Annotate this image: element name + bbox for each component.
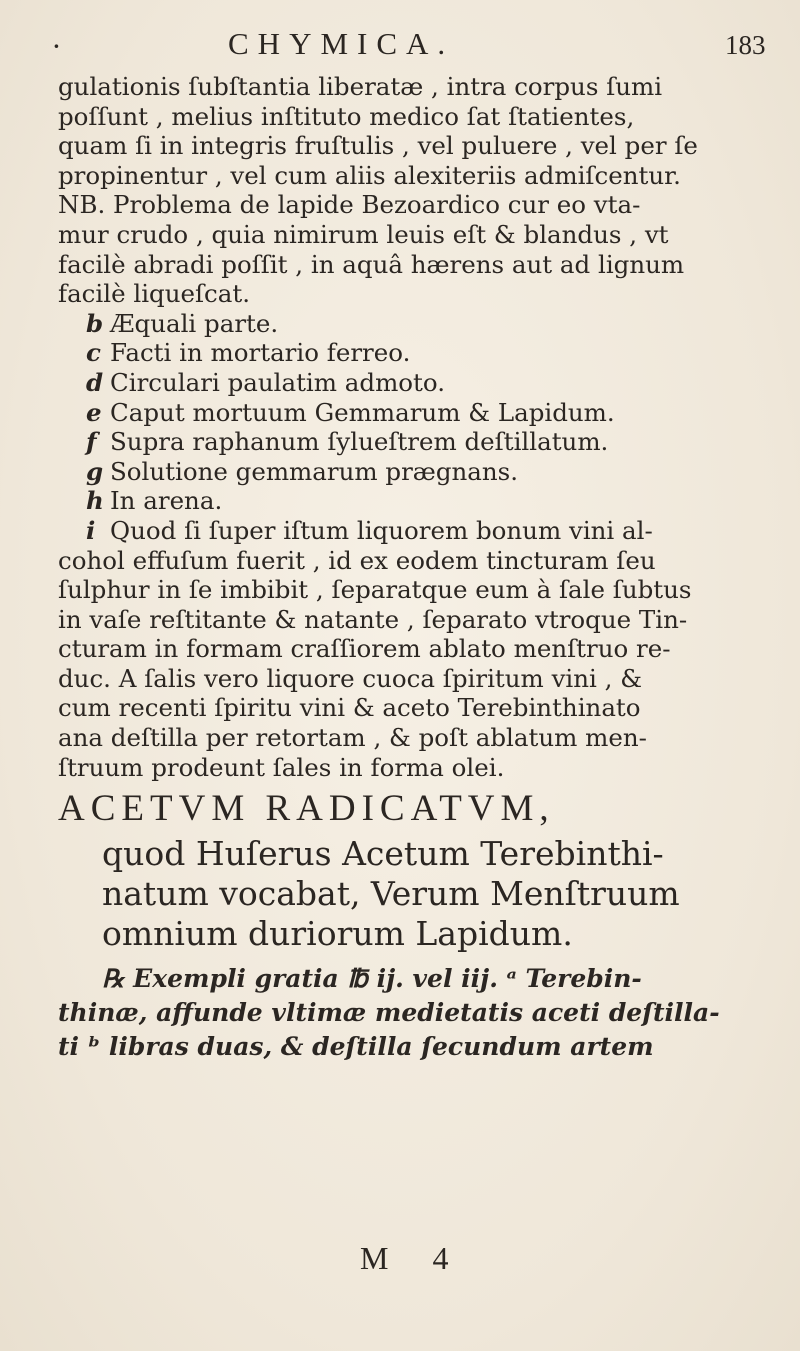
annotation-letter: e — [86, 397, 102, 427]
header-mark: · — [52, 30, 61, 63]
annotation-text: In arena. — [110, 486, 223, 516]
annotation-item — [58, 338, 770, 368]
recipe-symbol: ℞ — [102, 964, 125, 994]
annotation-letter: f — [86, 427, 97, 457]
text-line: propinentur , vel cum aliis alexiteriis admiſcentur. — [58, 160, 681, 190]
annotation-letter: g — [86, 456, 104, 486]
annotation-item — [58, 398, 770, 428]
text-line: ſtruum prodeunt ſales in forma olei. — [58, 752, 505, 782]
annotation-text: Æquali parte. — [110, 308, 279, 338]
text-line: cohol effuſum fuerit , id ex eodem tincturam ſeu — [58, 545, 656, 575]
annotation-item — [58, 427, 770, 457]
recipe-line: ti ᵇ libras duas, & deſtilla ſecundum artem — [58, 1032, 654, 1062]
recipe-text: Exempli gratia ℔ ij. vel iij. ᵃ Terebin- — [133, 964, 642, 994]
annotation-item — [58, 368, 770, 398]
section-heading: ACETVM RADICATVM, — [58, 788, 555, 830]
annotation-text: Quod ſi ſuper iſtum liquorem bonum vini al- — [110, 515, 653, 545]
paragraph-2 — [58, 546, 770, 783]
text-line: gulationis ſubſtantia liberatæ , intra corpus ſumi — [58, 72, 663, 101]
paragraph-1 — [58, 72, 770, 309]
recipe-line — [58, 962, 770, 996]
annotation-letter: i — [86, 515, 96, 545]
text-line: NB. Problema de lapide Bezoardico cur eo vta- — [58, 190, 641, 220]
annotation-text: Facti in mortario ferreo. — [110, 338, 411, 368]
text-line: poſſunt , melius inſtituto medico ſat ſtatientes, — [58, 101, 635, 131]
annotation-letter: b — [86, 308, 104, 338]
text-line: duc. A ſalis vero liquore cuoca ſpiritum vini , & — [58, 663, 643, 693]
text-line: facilè liqueſcat. — [58, 279, 251, 309]
annotation-item — [58, 516, 770, 546]
annotation-item — [58, 457, 770, 487]
annotation-list — [58, 309, 770, 546]
text-line: ſulphur in ſe imbibit , ſeparatque eum à ſale ſubtus — [58, 575, 692, 605]
annotation-text: Solutione gemmarum prægnans. — [110, 456, 519, 486]
annotation-item — [58, 486, 770, 516]
recipe — [58, 962, 770, 1064]
text-line: mur crudo , quia nimirum leuis eſt & blandus , vt — [58, 219, 669, 249]
text-line: cturam in formam craſſiorem ablato menſtruo re- — [58, 634, 671, 664]
annotation-text: Circulari paulatim admoto. — [110, 367, 446, 397]
page-text — [58, 72, 770, 1064]
signature-mark: M 4 — [360, 1240, 467, 1276]
annotation-text: Caput mortuum Gemmarum & Lapidum. — [110, 397, 615, 427]
text-line: in vaſe reſtitante & natante , ſeparato vtroque Tin- — [58, 604, 688, 634]
annotation-text: Supra raphanum ſylueſtrem deſtillatum. — [110, 427, 609, 457]
annotation-letter: c — [86, 338, 101, 368]
annotation-letter: h — [86, 486, 104, 516]
running-header — [0, 18, 800, 68]
annotation-letter: d — [86, 367, 104, 397]
text-line: facilè abradi poſſit , in aquâ hærens aut ad lignum — [58, 249, 685, 279]
heading-subline: omnium duriorum Lapidum. — [102, 914, 573, 954]
running-title: CHYMICA. — [228, 26, 455, 61]
heading-subline: natum vocabat, Verum Menſtruum — [102, 874, 680, 914]
text-line: ana deſtilla per retortam , & poſt ablatum men- — [58, 723, 647, 753]
text-line: quam ſi in integris fruſtulis , vel puluere , vel per ſe — [58, 131, 698, 161]
text-line: cum recenti ſpiritu vini & aceto Terebinthinato — [58, 693, 641, 723]
recipe-line: thinæ, affunde vltimæ medietatis aceti deſtilla- — [58, 998, 720, 1028]
heading-subline: quod Huſerus Acetum Terebinthi- — [102, 834, 664, 874]
annotation-item — [58, 309, 770, 339]
page-number: 183 — [725, 30, 766, 60]
